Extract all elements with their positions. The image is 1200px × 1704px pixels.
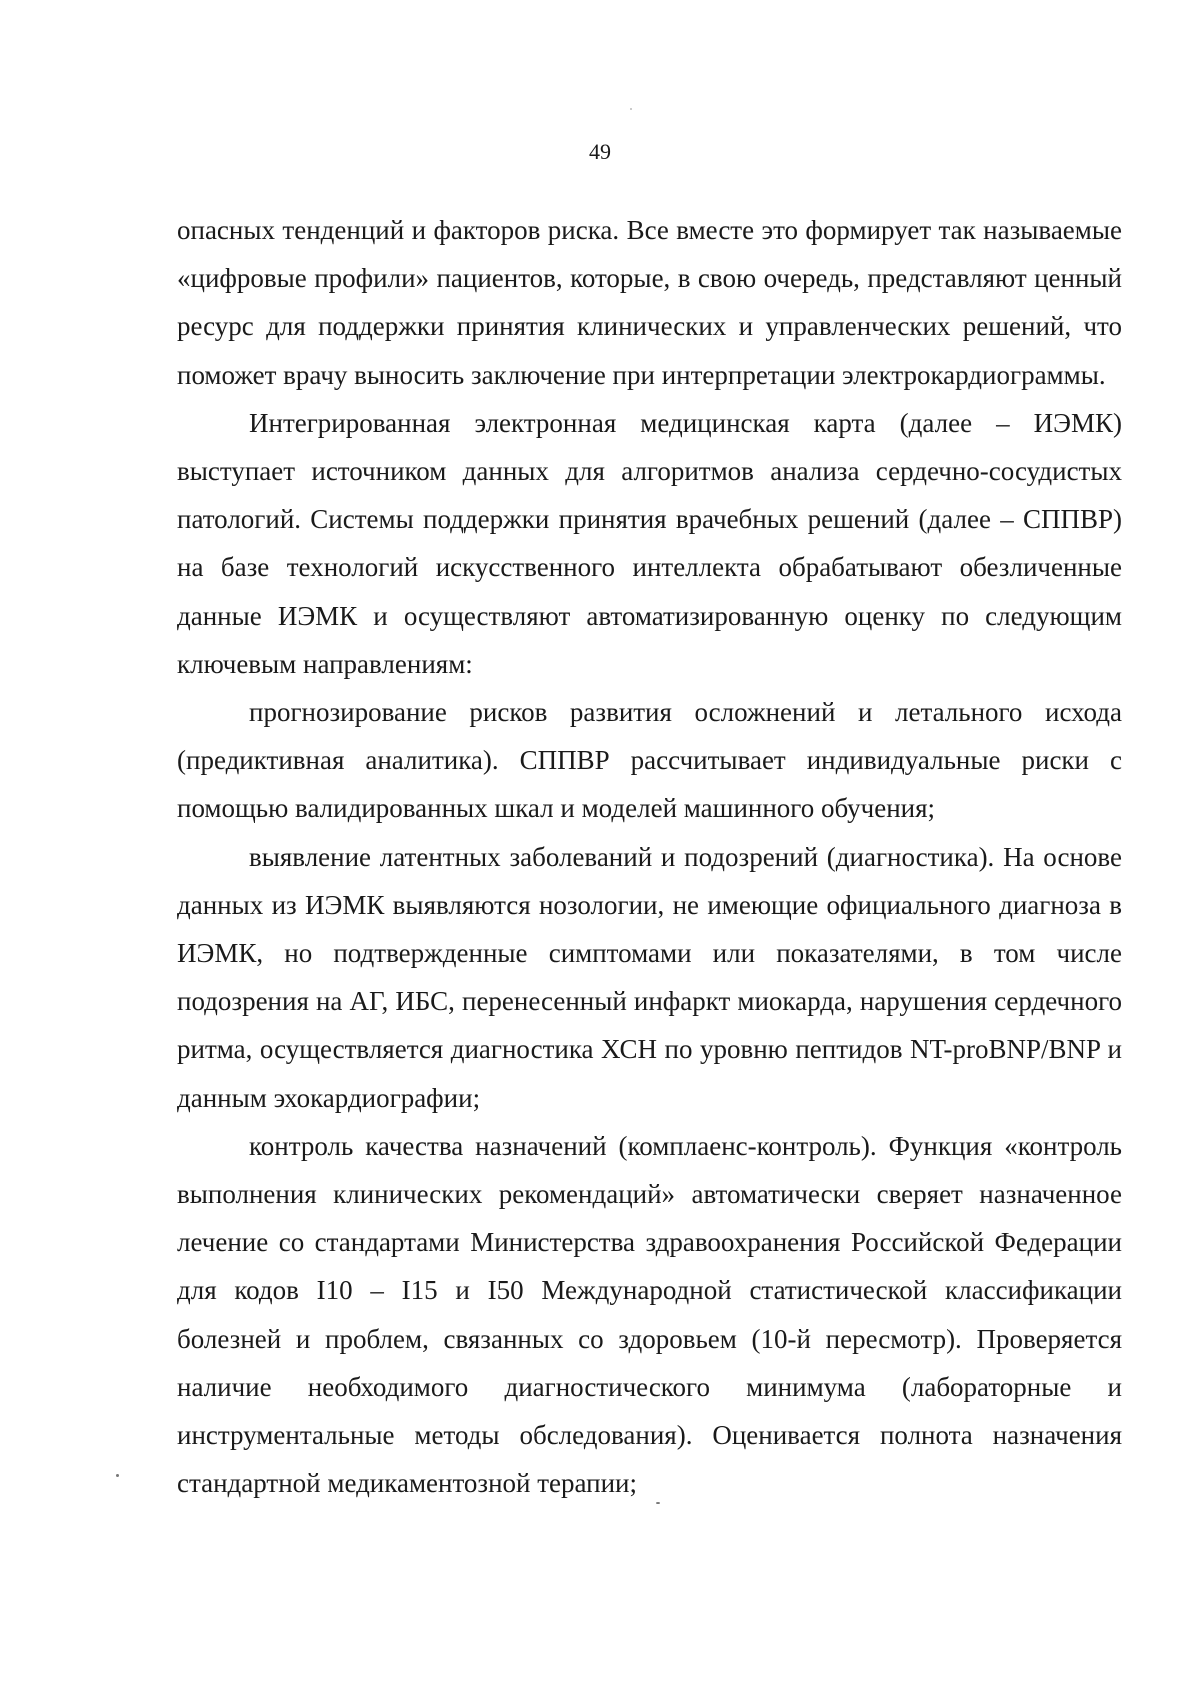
paragraph-iemk: Интегрированная электронная медицинская карта (далее – ИЭМК) выступает источником данных для алгоритмов анализа сердечно-сосудистых патологий. Системы поддержки принятия врачебных решений (далее – СППВР) на базе технологий искусственного интеллекта обрабатывают обезличенные данные ИЭМК и осуществляют автоматизированную оценку по следующим ключевым направлениям:: [177, 407, 1122, 679]
scan-speck: [116, 1474, 119, 1477]
paragraph-compliance-control: контроль качества назначений (комплаенс-контроль). Функция «контроль выполнения клинических рекомендаций» автоматически сверяет назначенное лечение со стандартами Министерства здравоохранения Российской Федерации для кодов I10 – I15 и I50 Международной статистической классификации болезней и проблем, связанных со здоровьем (10-й пересмотр). Проверяется наличие необходимого диагностического минимума (лабораторные и инструментальные методы обследования). Оценивается полнота назначения стандартной медикаментозной терапии;: [177, 1130, 1122, 1499]
paragraph-continuation: опасных тенденций и факторов риска. Все вместе это формирует так называемые «цифровые профили» пациентов, которые, в свою очередь, представляют ценный ресурс для поддержки принятия клинических и управленческих решений, что поможет врачу выносить заключение при интерпретации электрокардиограммы.: [177, 215, 1122, 390]
page-number: 49: [589, 139, 611, 164]
scan-speck: [630, 108, 632, 110]
text-body: [177, 206, 1122, 1507]
scan-speck: [656, 1502, 660, 1504]
paragraph-latent-diseases: выявление латентных заболеваний и подозрений (диагностика). На основе данных из ИЭМК выявляются нозологии, не имеющие официального диагноза в ИЭМК, но подтвержденные симптомами или показателями, в том числе подозрения на АГ, ИБС, перенесенный инфаркт миокарда, нарушения сердечного ритма, осуществляется диагностика ХСН по уровню пептидов NT-proBNP/BNP и данным эхокардиографии;: [177, 841, 1122, 1113]
paragraph-risk-prediction: прогнозирование рисков развития осложнений и летального исхода (предиктивная аналитика). СППВР рассчитывает индивидуальные риски с помощью валидированных шкал и моделей машинного обучения;: [177, 697, 1122, 824]
